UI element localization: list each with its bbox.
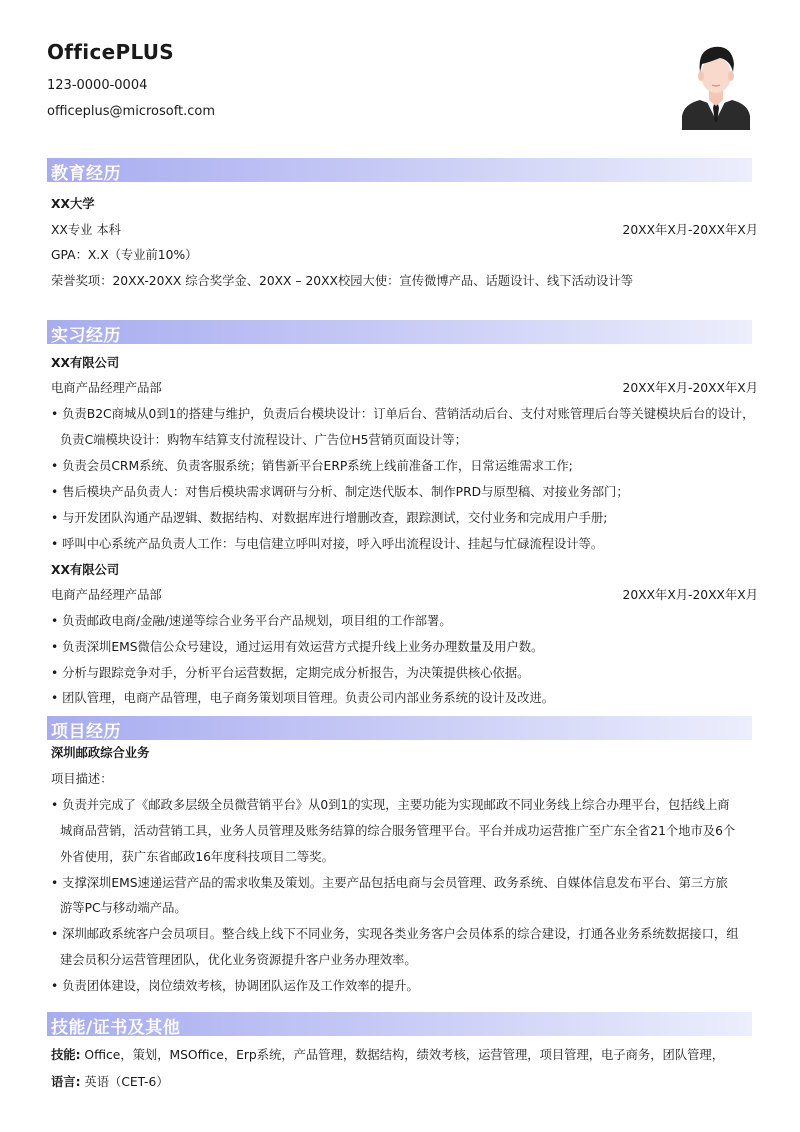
company-name: XX有限公司	[51, 563, 120, 577]
language-text: 英语（CET-6）	[80, 1075, 169, 1089]
list-item: • 支撑深圳EMS速递运营产品的需求收集及策划。主要产品包括电商与会员管理、政务系统、自媒体信息发布平台、第三方旅	[51, 876, 728, 890]
list-item: 建会员积分运营管理团队，优化业务资源提升客户业务办理效率。	[60, 953, 417, 967]
list-item: 负责C端模块设计：购物车结算支付流程设计、广告位H5营销页面设计等；	[60, 433, 467, 447]
section-title: 项目经历	[51, 722, 121, 742]
section-skills	[47, 1012, 752, 1036]
list-item: • 与开发团队沟通产品逻辑、数据结构、对数据库进行增删改查，跟踪测试，交付业务和完成用户手册;	[51, 511, 608, 525]
list-item: • 呼叫中心系统产品负责人工作：与电信建立呼叫对接，呼入呼出流程设计、挂起与忙碌流程设计等。	[51, 537, 604, 551]
section-title: 教育经历	[51, 164, 121, 184]
list-item: • 负责团体建设，岗位绩效考核，协调团队运作及工作效率的提升。	[51, 979, 419, 993]
avatar-icon	[680, 42, 752, 130]
section-title: 技能/证书及其他	[51, 1018, 181, 1038]
section-education	[47, 158, 752, 182]
skills-row	[51, 1045, 758, 1063]
skills-text: Office，策划，MSOffice，Erp系统，产品管理，数据结构，绩效考核，运营管理，项目管理，电子商务，团队管理，	[80, 1048, 725, 1062]
company-name: XX有限公司	[51, 356, 120, 370]
resume-header	[47, 40, 215, 119]
list-item: • 负责深圳EMS微信公众号建设，通过运用有效运营方式提升线上业务办理数量及用户数。	[51, 640, 544, 654]
candidate-name: OfficePLUS	[47, 40, 175, 64]
gpa: GPA：X.X（专业前10%）	[51, 248, 198, 262]
education-period: 20XX年X月-20XX年X月	[622, 223, 758, 237]
email-address: officeplus@microsoft.com	[47, 104, 216, 119]
major-degree: XX专业 本科	[51, 223, 121, 237]
list-item: • 售后模块产品负责人：对售后模块需求调研与分析、制定迭代版本、制作PRD与原型稿、对接业务部门；	[51, 485, 629, 499]
job-role-row	[51, 585, 758, 603]
education-major-row	[51, 220, 758, 238]
job-period: 20XX年X月-20XX年X月	[622, 588, 758, 602]
job-role: 电商产品经理产品部	[51, 588, 162, 602]
list-item: • 团队管理，电商产品管理，电子商务策划项目管理。负责公司内部业务系统的设计及改进。	[51, 691, 555, 705]
section-internship	[47, 320, 752, 344]
language-label: 语言:	[51, 1075, 81, 1089]
job-period: 20XX年X月-20XX年X月	[622, 381, 758, 395]
project-name: 深圳邮政综合业务	[51, 746, 150, 760]
list-item: • 负责会员CRM系统、负责客服系统；销售新平台ERP系统上线前准备工作，日常运维需求工作;	[51, 459, 573, 473]
list-item: 游等PC与移动端产品。	[60, 901, 187, 915]
project-description-label: 项目描述：	[51, 772, 113, 786]
section-projects	[47, 716, 752, 740]
list-item: 城商品营销，活动营销工具，业务人员管理及账务结算的综合服务管理平台。平台并成功运营推广至广东全省21个地市及6个	[60, 824, 736, 838]
list-item: • 负责B2C商城从0到1的搭建与维护，负责后台模块设计：订单后台、营销活动后台、支付对账管理后台等关键模块后台的设计，	[51, 407, 755, 421]
list-item: • 负责并完成了《邮政多层级全员微营销平台》从0到1的实现，主要功能为实现邮政不同业务线上综合办理平台，包括线上商	[51, 798, 730, 812]
job-role: 电商产品经理产品部	[51, 381, 162, 395]
section-title: 实习经历	[51, 326, 121, 346]
school-name: XX大学	[51, 197, 95, 211]
honors: 荣誉奖项：20XX-20XX 综合奖学金、20XX – 20XX校园大使：宣传微博产品、话题设计、线下活动设计等	[51, 274, 634, 288]
list-item: • 分析与跟踪竞争对手，分析平台运营数据，定期完成分析报告，为决策提供核心依据。	[51, 666, 530, 680]
phone-number: 123-0000-0004	[47, 78, 148, 93]
job-role-row	[51, 378, 758, 396]
list-item: • 深圳邮政系统客户会员项目。整合线上线下不同业务，实现各类业务客户会员体系的综合建设，打通各业务系统数据接口，组	[51, 927, 739, 941]
list-item: • 负责邮政电商/金融/速递等综合业务平台产品规划，项目组的工作部署。	[51, 614, 452, 628]
language-row	[51, 1072, 758, 1090]
list-item: 外省使用，获广东省邮政16年度科技项目二等奖。	[60, 850, 334, 864]
skills-label: 技能:	[51, 1048, 81, 1062]
